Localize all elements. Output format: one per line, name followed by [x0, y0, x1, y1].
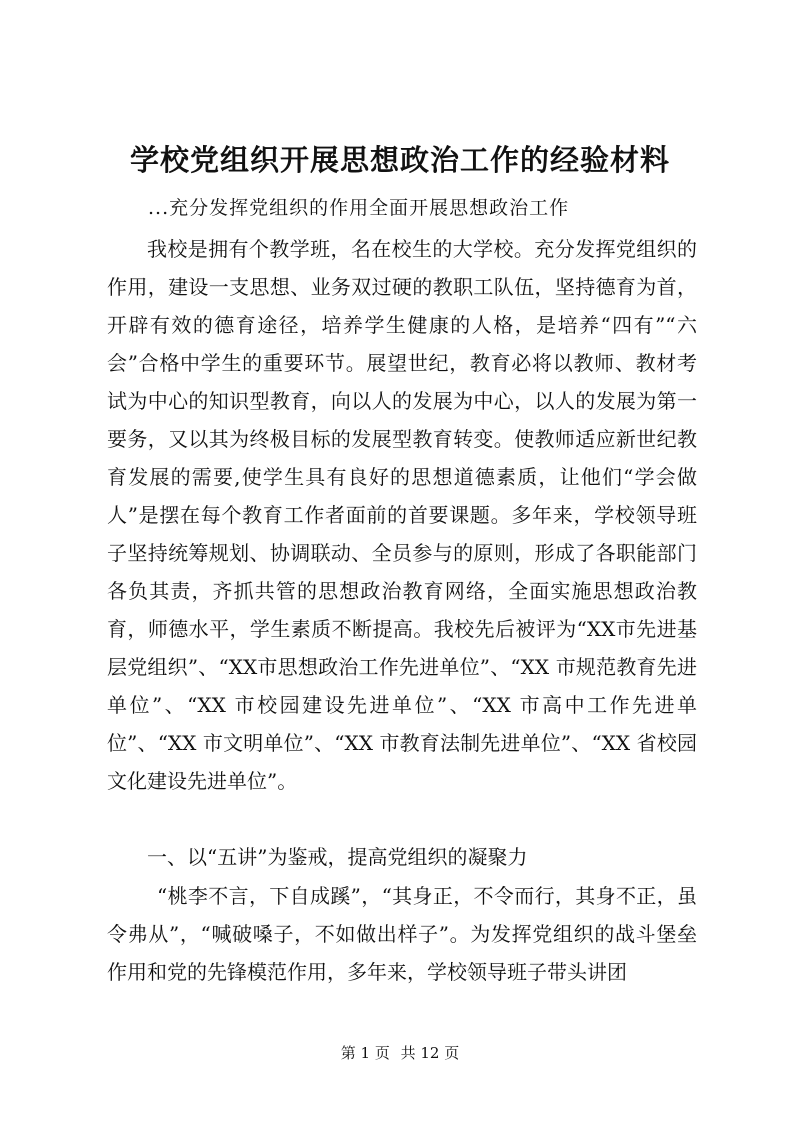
document-title: 学校党组织开展思想政治工作的经验材料: [129, 143, 670, 177]
body-paragraph: 我校是拥有个教学班，名在校生的大学校。充分发挥党组织的作用，建设一支思想、业务双过硬的教职工队伍，坚持德育为首，开辟有效的德育途径，培养学生健康的人格，是培养“四有”“六会”合格中学生的重要环节。展望世纪，教育必将以教师、教材考试为中心的知识型教育，向以人的发展为中心，以人的发展为第一要务，又以其为终极目标的发展型教育转变。使教师适应新世纪教育发展的需要,使学生具有良好的思想道德素质，让他们“学会做人”是摆在每个教育工作者面前的首要课题。多年来，学校领导班子坚持统筹规划、协调联动、全员参与的原则，形成了各职能部门各负其责，齐抓共管的思想政治教育网络，全面实施思想政治教育，师德水平，学生素质不断提高。我校先后被评为“XX市先进基层党组织”、“XX市思想政治工作先进单位”、“XX 市规范教育先进单位”、“XX 市校园建设先进单位”、“XX 市高中工作先进单位”、“XX 市文明单位”、“XX 市教育法制先进单位”、“XX 省校园文化建设先进单位”。: [107, 237, 697, 793]
section-heading: 一、以“五讲”为鉴戒，提高党组织的凝聚力: [147, 845, 528, 869]
page-total: 共 12 页: [400, 1044, 460, 1062]
page-footer: [0, 1043, 800, 1063]
body-paragraph: “桃李不言，下自成蹊”，“其身正，不令而行，其身不正，虽令弗从”，“喊破嗓子，不如做出样子”。为发挥党组织的战斗堡垒作用和党的先锋模范作用，多年来，学校领导班子带头讲团: [107, 884, 697, 984]
document-subtitle: ...充分发挥党组织的作用全面开展思想政治工作: [148, 197, 570, 219]
page-number: 第 1 页: [340, 1044, 390, 1062]
